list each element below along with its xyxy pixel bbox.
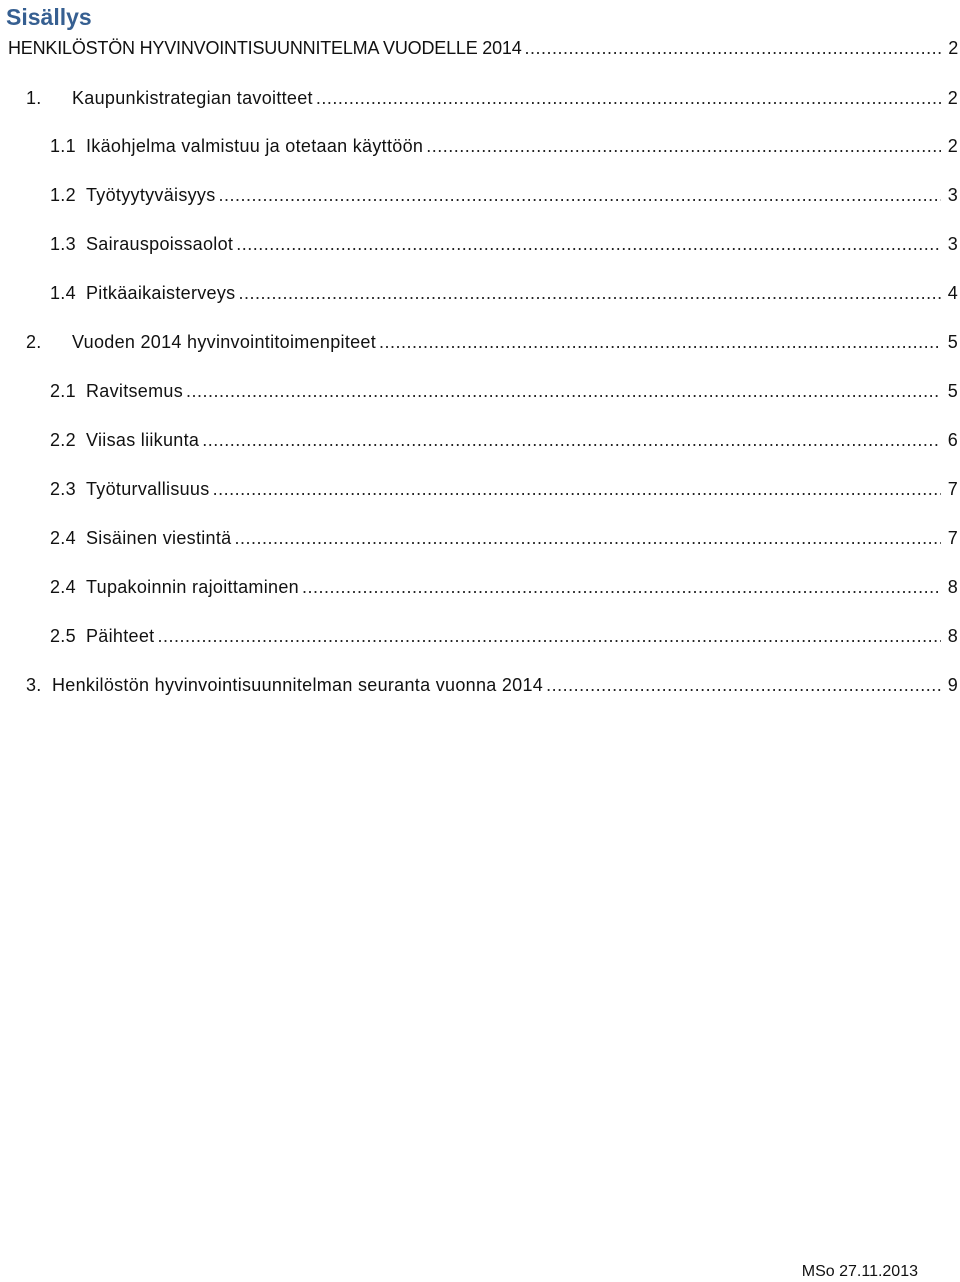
toc-entry[interactable]	[50, 525, 960, 551]
toc-entry-label: Viisas liikunta	[86, 430, 200, 450]
toc-entry-label: Työturvallisuus	[86, 479, 210, 499]
toc-page-number: 7	[947, 528, 958, 548]
toc-dot-leader	[157, 623, 941, 649]
toc-dot-leader	[379, 329, 941, 355]
toc-dot-leader	[234, 525, 941, 551]
toc-entry[interactable]	[50, 133, 960, 159]
toc-entry-label: Kaupunkistrategian tavoitteet	[72, 88, 313, 108]
toc-entry-number: 1.1	[50, 136, 76, 156]
toc-page-number: 2	[947, 136, 958, 156]
toc-entry[interactable]	[50, 280, 960, 306]
toc-entry-label: Päihteet	[86, 626, 155, 646]
toc-entry[interactable]	[50, 378, 960, 404]
toc-entry-number: 1.3	[50, 234, 76, 254]
toc-entry-label: Vuoden 2014 hyvinvointitoimenpiteet	[72, 332, 377, 352]
toc-page-number: 9	[947, 675, 958, 695]
toc-page-number: 4	[947, 283, 958, 303]
toc-page-number: 7	[947, 479, 958, 499]
toc-entry[interactable]	[50, 623, 960, 649]
toc-dot-leader	[202, 427, 941, 453]
toc-title: Sisällys	[6, 4, 92, 30]
toc-entry[interactable]	[50, 182, 960, 208]
footer-author-date: MSo 27.11.2013	[801, 1263, 918, 1280]
toc-entry-number: 2.1	[50, 381, 76, 401]
toc-page-number: 2	[948, 38, 958, 58]
toc-page-number: 3	[947, 234, 958, 254]
toc-entry-label: Pitkäaikaisterveys	[86, 283, 236, 303]
toc-entry-number: 2.3	[50, 479, 76, 499]
toc-entry-number: 2.4	[50, 528, 76, 548]
toc-entry[interactable]	[50, 476, 960, 502]
toc-entry[interactable]	[26, 329, 960, 355]
toc-entry-number: 1.4	[50, 283, 76, 303]
toc-page-number: 6	[947, 430, 958, 450]
toc-entry[interactable]	[8, 35, 960, 61]
toc-dot-leader	[213, 476, 941, 502]
toc-dot-leader	[426, 133, 941, 159]
toc-dot-leader	[302, 574, 941, 600]
toc-entry-label: Henkilöstön hyvinvointisuunnitelman seuranta vuonna 2014	[52, 675, 544, 695]
toc-page-number: 8	[947, 577, 958, 597]
toc-entry-number: 2.5	[50, 626, 76, 646]
toc-page-number: 5	[947, 381, 958, 401]
toc-dot-leader	[525, 35, 941, 61]
toc-entry-number: 3.	[26, 675, 42, 695]
toc-entry-label: Sisäinen viestintä	[86, 528, 232, 548]
toc-entry-label: Ravitsemus	[86, 381, 184, 401]
toc-dot-leader	[546, 672, 941, 698]
toc-entry[interactable]	[26, 85, 960, 111]
toc-page-number: 2	[947, 88, 958, 108]
toc-dot-leader	[219, 182, 941, 208]
toc-entry-label: Sairauspoissaolot	[86, 234, 234, 254]
toc-entry-label: HENKILÖSTÖN HYVINVOINTISUUNNITELMA VUODELLE 2014	[8, 38, 522, 58]
toc-dot-leader	[316, 85, 941, 111]
toc-entry-label: Ikäohjelma valmistuu ja otetaan käyttöön	[86, 136, 424, 156]
toc-entry-number: 1.2	[50, 185, 76, 205]
toc-entry-number: 2.4	[50, 577, 76, 597]
toc-entry[interactable]	[50, 231, 960, 257]
toc-entry[interactable]	[50, 427, 960, 453]
toc-page-number: 8	[947, 626, 958, 646]
toc-dot-leader	[186, 378, 941, 404]
toc-entry-label: Työtyytyväisyys	[86, 185, 216, 205]
toc-page-number: 3	[947, 185, 958, 205]
toc-page-number: 5	[947, 332, 958, 352]
toc-entry-number: 2.	[26, 332, 42, 352]
toc-entry[interactable]	[50, 574, 960, 600]
toc-entry[interactable]	[26, 672, 960, 698]
toc-entry-label: Tupakoinnin rajoittaminen	[86, 577, 299, 597]
toc-dot-leader	[236, 231, 941, 257]
toc-entry-number: 1.	[26, 88, 42, 108]
toc-entry-number: 2.2	[50, 430, 76, 450]
toc-dot-leader	[238, 280, 941, 306]
